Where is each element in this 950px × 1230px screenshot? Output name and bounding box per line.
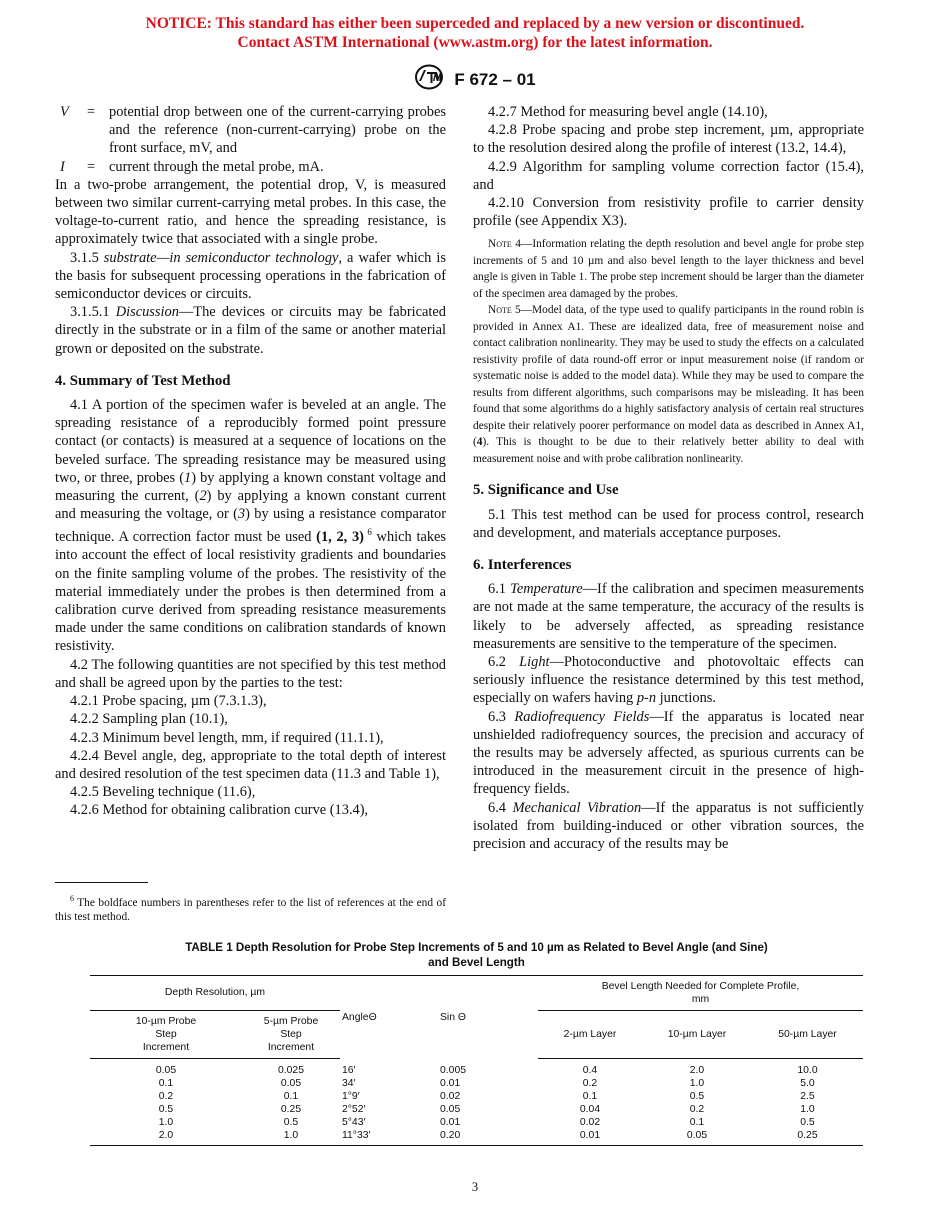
def-text: potential drop between one of the current-carrying probes and the reference (non-current-carrying) probe on the front surface, mV, and (109, 104, 446, 157)
table-cell: 0.4 (582, 1065, 598, 1076)
table-cell: 0.01 (440, 1117, 461, 1128)
table-row (90, 1059, 863, 1078)
body-text: —If the apparatus is not sufficiently isolated from building-induced or other vibration sources, the precision and accuracy of the results may be (473, 799, 864, 853)
table-cell: 5°43′ (342, 1117, 366, 1128)
right-column (473, 103, 864, 853)
term: Temperature (510, 581, 583, 598)
table-cell: 0.02 (579, 1117, 601, 1128)
def-text: current through the metal probe, mA. (109, 158, 324, 175)
section-number: 6.1 (488, 581, 511, 598)
table-cell: 0.01 (538, 1129, 642, 1146)
table-cell: 0.025 (277, 1065, 304, 1076)
list-item: 4.2.2 Sampling plan (10.1), (70, 711, 228, 728)
list-item: 4.2.6 Method for obtaining calibration curve (13.4), (70, 802, 369, 819)
table-cell: 34′ (342, 1078, 356, 1089)
table-row (90, 1090, 863, 1103)
paragraph-3-1-5-1 (55, 303, 446, 358)
table-title (90, 940, 863, 970)
table-cell: 5.0 (800, 1078, 815, 1089)
section-number: 3.1.5 (70, 249, 104, 266)
table-cell: 1.0 (242, 1129, 340, 1146)
table-1 (90, 940, 863, 1146)
header-line: 5-µm Probe (263, 1016, 319, 1027)
table-cell: 0.01 (440, 1078, 461, 1089)
list-item: 4.2.4 Bevel angle, deg, appropriate to the total depth of interest and desired resolution of the test specimen data (11.3 and Table 1), (55, 747, 446, 782)
table-cell: 0.005 (440, 1064, 467, 1076)
header-line: Increment (267, 1042, 315, 1053)
section-number: 3.1.5.1 (70, 304, 116, 321)
table-cell: 0.1 (689, 1117, 705, 1128)
list-item: 4.2.3 Minimum bevel length, mm, if required (11.1.1), (70, 729, 384, 746)
table-cell: 10.0 (797, 1065, 818, 1076)
table-cell: 2.0 (689, 1065, 705, 1076)
term: Light (519, 654, 550, 671)
table-cell: 0.04 (579, 1104, 601, 1115)
term: Radiofrequency Fields (514, 708, 650, 725)
term: p-n (636, 690, 657, 707)
table-title-line-1: TABLE 1 Depth Resolution for Probe Step Increments of 5 and 10 µm as Related to Bevel Angle (and Sine) (185, 941, 768, 954)
body-text: which takes into account the effect of local resistivity gradients and boundaries on the finite sampling volume of the probes. The resistivity of the material immediately under the probes is then determined from a calibration curve derived from spreading resistance measurements made under the same conditions on calibration standards of known resistivity. (55, 529, 447, 655)
footnote-text: The boldface numbers in parentheses refer to the list of references at the end of this test method. (55, 896, 446, 924)
footnote-marker: 6 (70, 894, 74, 903)
table-cell: 0.2 (582, 1078, 598, 1089)
table-cell: 0.25 (280, 1104, 302, 1115)
table-cell: 0.05 (440, 1104, 461, 1115)
data-table (90, 975, 863, 1146)
table-cell: 0.02 (440, 1091, 461, 1102)
note-5 (473, 302, 864, 467)
footnote-marker: 6 (363, 527, 372, 538)
table-cell: 0.2 (689, 1104, 705, 1115)
ref-number: 1 (184, 469, 192, 486)
header-2um-layer: 2-µm Layer (538, 1011, 642, 1059)
header-50um-layer: 50-µm Layer (752, 1011, 863, 1059)
header-10um-layer: 10-µm Layer (642, 1011, 752, 1059)
header-bevel-length (538, 976, 863, 1011)
table-cell: 0.05 (155, 1065, 177, 1076)
table-cell: 1.0 (689, 1078, 705, 1089)
section-number: 6.3 (488, 708, 515, 725)
table-cell: 0.1 (158, 1078, 174, 1089)
standard-designation: F 672 – 01 (454, 69, 536, 89)
paragraph-two-probe: In a two-probe arrangement, the potential drop, V, is measured between two similar current-carrying metal probes. In this case, the voltage-to-current ratio, and hence the spreading resistance, is approximately twice that associated with a single probe. (55, 176, 446, 248)
body-text: ) by using a resistance comparator technique. A correction factor must be used (55, 506, 447, 546)
body-text: 4.1 A portion of the specimen wafer is beveled at an angle. The spreading resistance of a reproducibly formed point pressure contact (or contacts) is measured at a sequence of locations on the beveled surface. The spreading resistance may be measured using two, or three, probes ( (55, 397, 446, 486)
footnote (55, 892, 446, 925)
table-cell: 0.2 (158, 1091, 174, 1102)
term: substrate—in semiconductor technology (103, 249, 339, 266)
table-cell: 0.5 (689, 1091, 705, 1102)
paragraph-4-1 (55, 396, 446, 656)
reference-citation: 4 (476, 436, 483, 449)
note-text: —Model data, of the type used to qualify participants in the round robin is provided in Annex A1. These are idealized data, free of measurement noise and contact calibration nonlinearity. They may be used to study the effects on a calculated resistivity profile of data round-off error or input measurement noise (if random or systematic noise is added to the model data). While they may be used to compare the results from different algorithms, such comparisons may be misleading. It has been found that some algorithms do a highly satisfactory analysis of certain real structures despite their relatively poorer performance on model data as described in Annex A1, ( (473, 304, 864, 449)
astm-logo-icon (414, 64, 444, 95)
paragraph-5-1: 5.1 This test method can be used for process control, research and development, and materials acceptance purposes. (473, 506, 864, 541)
header-line: Step (280, 1029, 302, 1040)
ref-number: 3 (237, 506, 246, 523)
page-number: 3 (471, 1180, 479, 1194)
table-cell: 2.0 (90, 1129, 242, 1146)
table-cell: 0.1 (582, 1091, 598, 1102)
table-row (90, 1103, 863, 1116)
paragraph-6-1 (473, 580, 864, 653)
body-text: —The devices or circuits may be fabricated directly in the substrate or in a film of the same or another material grown or deposited on the substrate. (55, 304, 446, 357)
definition-v (55, 103, 446, 158)
note-4 (473, 236, 864, 302)
header-line: Increment (142, 1042, 190, 1053)
def-equals: = (87, 158, 96, 175)
header-10um-step (90, 1011, 242, 1059)
definition-i (55, 158, 446, 176)
section-heading-5: 5. Significance and Use (473, 482, 619, 499)
table-cell: 2.5 (800, 1091, 815, 1102)
body-text: , a wafer which is the basis for subsequent processing operations in the fabrication of semiconductor devices or circuits. (55, 249, 446, 303)
section-heading-6: 6. Interferences (473, 557, 572, 574)
def-equals: = (87, 104, 96, 120)
paragraph-4-2: 4.2 The following quantities are not specified by this test method and shall be agreed upon by the parties to the test: (55, 656, 446, 691)
table-cell: 0.5 (283, 1117, 299, 1128)
note-label: Note 4 (488, 238, 521, 251)
footnote-divider (55, 882, 148, 883)
table-row (90, 1077, 863, 1090)
table-cell: 16′ (342, 1064, 356, 1076)
ref-number: 2 (199, 488, 207, 505)
table-cell: 1.0 (800, 1104, 815, 1115)
list-item: 4.2.1 Probe spacing, µm (7.3.1.3), (70, 693, 267, 710)
body-text: —If the apparatus is located near unshielded radiofrequency sources, the precision and accuracy of the results may be adversely affected, as spurious currents can be introduced in the measurement circuit in the presence of high-frequency fields. (473, 708, 864, 798)
body-text: —If the calibration and specimen measurements are not made at the same temperature, the accuracy of the results is likely to be adversely affected, as spreading resistance measurements are sensitive to the temperature of the specimen. (473, 581, 864, 652)
table-header-row (90, 976, 863, 1011)
list-item: 4.2.5 Beveling technique (11.6), (70, 784, 256, 801)
table-cell: 0.05 (280, 1078, 302, 1089)
list-item: 4.2.10 Conversion from resistivity profile to carrier density profile (see Appendix X3). (473, 195, 864, 230)
table-row (90, 1116, 863, 1129)
header-angle: AngleΘ (340, 976, 438, 1059)
header-depth-resolution: Depth Resolution, µm (90, 976, 340, 1011)
header-sin: Sin Θ (438, 976, 538, 1059)
table-cell: 2°52′ (342, 1104, 366, 1115)
body-text: —Photoconductive and photovoltaic effects can seriously influence the resistance determined by this test method, especially on wafers having (473, 654, 864, 707)
list-item: 4.2.9 Algorithm for sampling volume correction factor (15.4), and (473, 158, 864, 193)
table-cell: 0.1 (283, 1091, 299, 1102)
page-header (0, 64, 950, 95)
list-item: 4.2.7 Method for measuring bevel angle (14.10), (488, 104, 768, 120)
note-label: Note 5 (488, 304, 521, 317)
section-heading-4: 4. Summary of Test Method (55, 372, 231, 389)
table-body (90, 1059, 863, 1146)
paragraph-6-4 (473, 799, 864, 854)
notice-line-1: NOTICE: This standard has either been superceded and replaced by a new version or discontinued. (145, 15, 805, 32)
table-cell: 0.20 (438, 1129, 538, 1146)
term: Mechanical Vibration (512, 799, 642, 816)
table-cell: 11°33′ (340, 1129, 438, 1146)
notice-line-2: Contact ASTM International (www.astm.org) for the latest information. (237, 34, 713, 51)
table-title-line-2: and Bevel Length (428, 956, 525, 969)
section-number: 6.4 (488, 799, 513, 816)
term: Discussion (115, 304, 179, 321)
table-cell: 1°9′ (342, 1091, 360, 1102)
list-item: 4.2.8 Probe spacing and probe step increment, µm, appropriate to the resolution desired along the profile of interest (13.2, 14.4), (473, 122, 864, 157)
left-column (55, 103, 446, 820)
paragraph-6-3 (473, 708, 864, 799)
table-cell: 0.05 (642, 1129, 752, 1146)
body-text: ) by applying a known constant voltage and measuring the current, ( (55, 469, 446, 505)
header-line: Step (155, 1029, 177, 1040)
note-text: ). This is thought to be due to their relatively better ability to deal with measurement noise and with probe calibration nonlinearity. (473, 436, 864, 465)
paragraph-3-1-5 (55, 249, 446, 304)
body-text: junctions. (656, 690, 716, 707)
notice-banner (0, 14, 950, 52)
def-symbol: I (60, 158, 65, 175)
def-symbol: V (60, 104, 69, 120)
table-cell: 0.25 (752, 1129, 863, 1146)
table-cell: 1.0 (158, 1117, 174, 1128)
header-line: 10-µm Probe (135, 1016, 197, 1027)
reference-citation: (1, 2, 3) (316, 529, 364, 546)
header-5um-step (242, 1011, 340, 1059)
header-bevel-line-2: mm (691, 994, 710, 1005)
body-text: ) by applying a known constant current and measuring the voltage, or ( (55, 488, 446, 523)
table-cell: 0.5 (800, 1117, 815, 1128)
header-bevel-line-1: Bevel Length Needed for Complete Profile, (601, 981, 800, 992)
table-cell: 0.5 (158, 1104, 174, 1115)
table-row (90, 1129, 863, 1146)
paragraph-6-2 (473, 653, 864, 708)
note-text: —Information relating the depth resolution and bevel angle for probe step increments of 5 and 10 µm and also bevel length to the layer thickness and bevel angle is given in Table 1. The probe step increment should be larger than the diameter of the specimen area damaged by the probes. (473, 238, 865, 300)
section-number: 6.2 (488, 654, 520, 671)
